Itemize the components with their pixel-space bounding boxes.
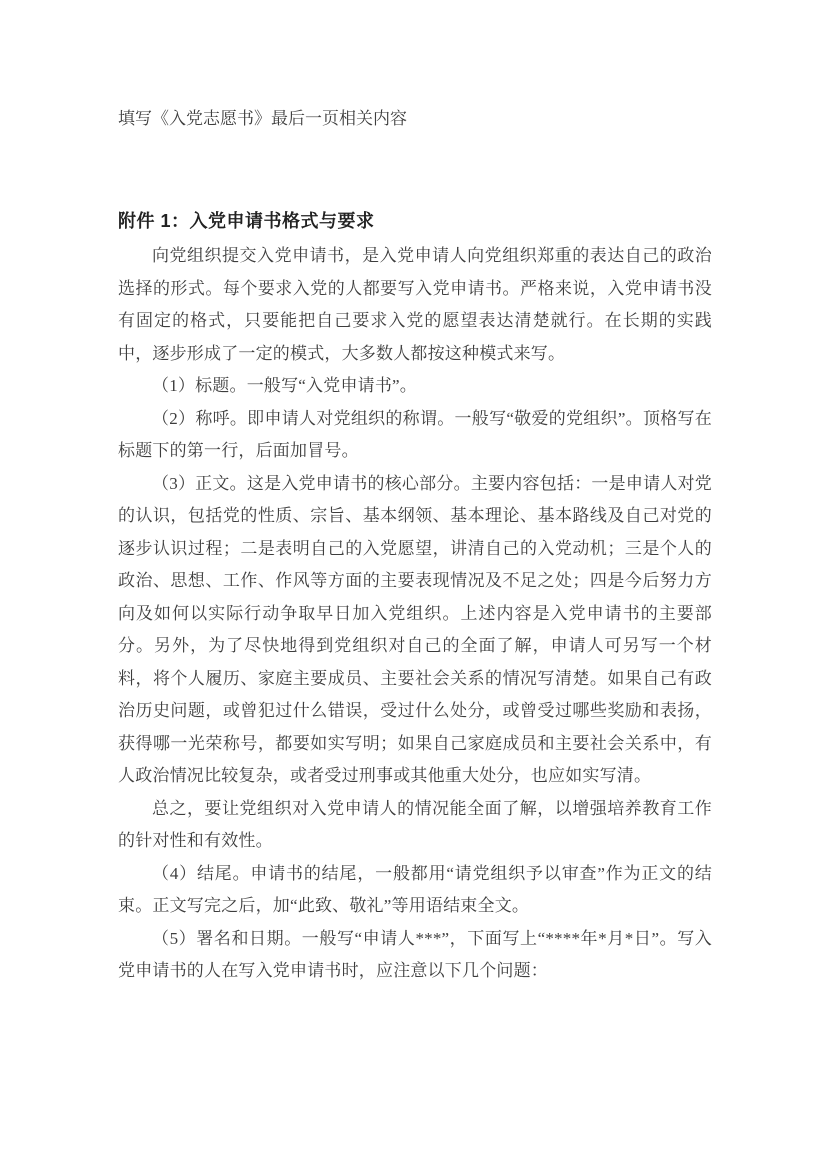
paragraph-item-4-ending: （4）结尾。申请书的结尾，一般都用“请党组织予以审查”作为正文的结束。正文写完之后，加“此致、敬礼”等用语结束全文。 <box>118 863 712 915</box>
carryover-line: 填写《入党志愿书》最后一页相关内容 <box>118 109 407 128</box>
paragraph-item-3-body: （3）正文。这是入党申请书的核心部分。主要内容包括：一是申请人对党的认识，包括党的性质、宗旨、基本纲领、基本理论、基本路线及自己对党的逐步认识过程；二是表明自己的入党愿望，讲清自己的入党动机；三是个人的政治、思想、工作、作风等方面的主要表现情况及不足之处；四是今后努力方向及如何以实际行动争取早日加入党组织。上述内容是入党申请书的主要部分。另外，为了尽快地得到党组织对自己的全面了解，申请人可另写一个材料，将个人履历、家庭主要成员、主要社会关系的情况写清楚。如果自己有政治历史问题，或曾犯过什么错误，受过什么处分，或曾受过哪些奖励和表扬，获得哪一光荣称号，都要如实写明；如果自己家庭成员和主要社会关系中，有人政治情况比较复杂，或者受过刑事或其他重大处分，也应如实写清。 <box>118 473 712 785</box>
paragraph-summary: 总之，要让党组织对入党申请人的情况能全面了解，以增强培养教育工作的针对性和有效性。 <box>118 798 712 850</box>
attachment-heading: 附件 1：入党申请书格式与要求 <box>118 211 375 231</box>
paragraph-intro: 向党组织提交入党申请书，是入党申请人向党组织郑重的表达自己的政治选择的形式。每个要求入党的人都要写入党申请书。严格来说，入党申请书没有固定的格式，只要能把自己要求入党的愿望表达清楚就行。在长期的实践中，逐步形成了一定的模式，大多数人都按这种模式来写。 <box>118 246 712 363</box>
paragraph-item-1-title: （1）标题。一般写“入党申请书”。 <box>152 376 417 395</box>
document-content <box>118 103 712 988</box>
paragraph-item-2-salutation: （2）称呼。即申请人对党组织的称谓。一般写“敬爱的党组织”。顶格写在标题下的第一行，后面加冒号。 <box>118 408 712 460</box>
paragraph-item-5-signature-date: （5）署名和日期。一般写“申请人***”，下面写上“****年*月*日”。写入党申请书的人在写入党申请书时，应注意以下几个问题： <box>118 928 712 980</box>
